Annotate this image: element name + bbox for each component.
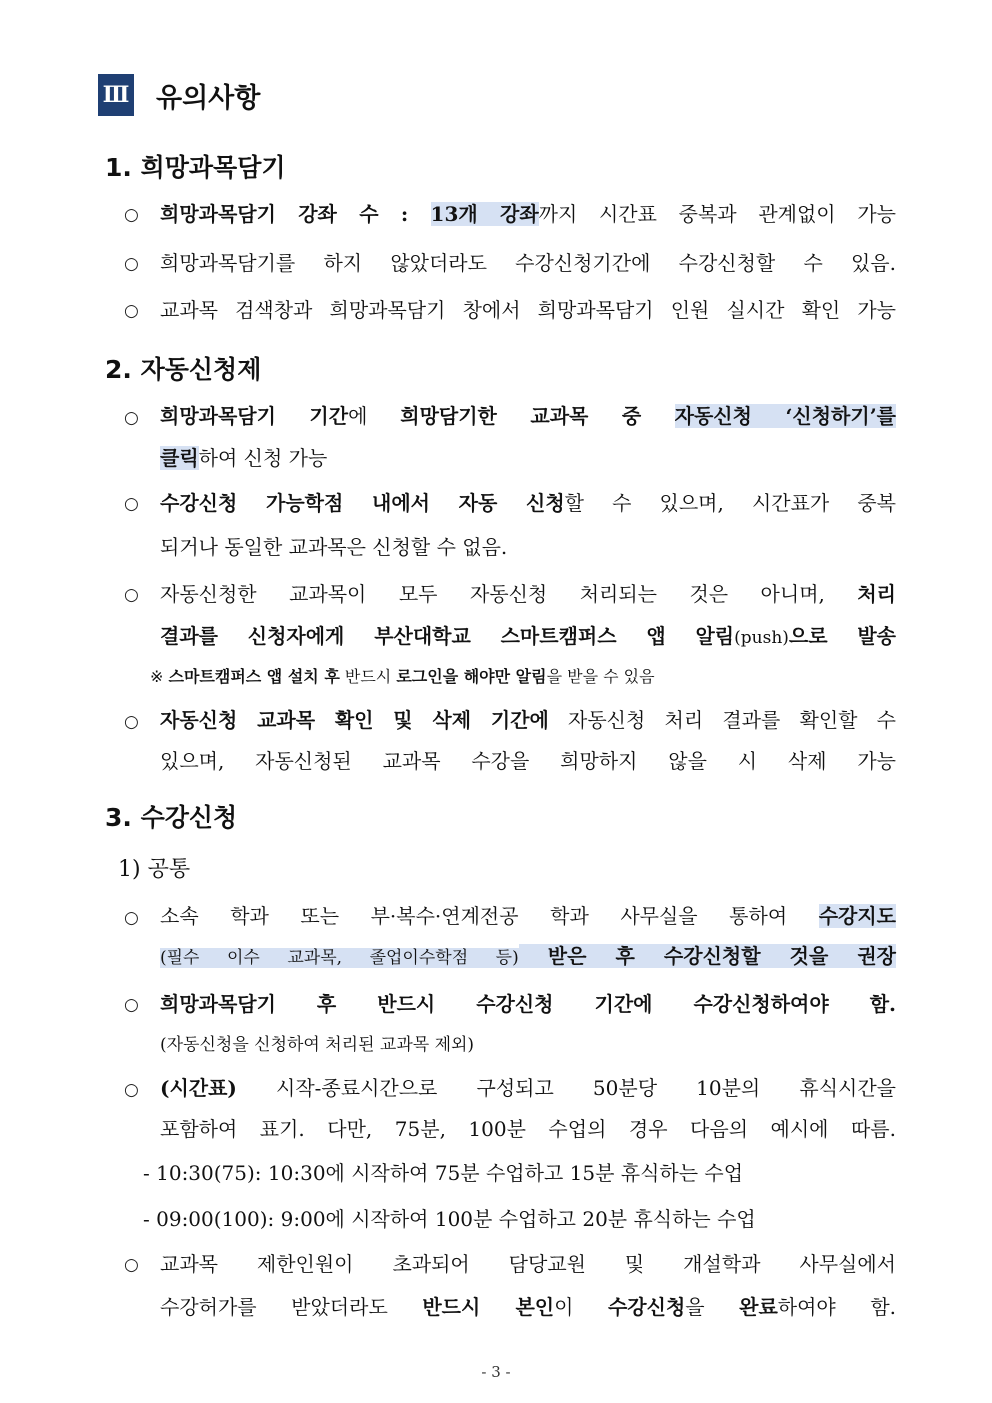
s3-item-3-line-2: 포함하여 표기. 다만, 75분, 100분 수업의 경우 다음의 예시에 따름. <box>160 1117 896 1141</box>
section-number-badge: Ⅲ <box>98 74 134 116</box>
bullet-icon: ○ <box>124 301 139 321</box>
bullet-icon: ○ <box>124 585 139 605</box>
bullet-icon: ○ <box>124 908 139 928</box>
bullet-icon: ○ <box>124 995 139 1015</box>
heading-2: 2. 자동신청제 <box>105 355 262 384</box>
subheading-common: 1) 공통 <box>118 857 191 882</box>
s3-example-2: - 09:00(100): 9:00에 시작하여 100분 수업하고 20분 휴식하는 수업 <box>143 1207 756 1231</box>
s3-item-3-line-1: (시간표) 시작-종료시간으로 구성되고 50분당 10분의 휴식시간을 <box>160 1076 896 1100</box>
bullet-icon: ○ <box>124 1080 139 1100</box>
s3-item-2-line-1: 희망과목담기 후 반드시 수강신청 기간에 수강신청하여야 함. <box>160 992 896 1016</box>
s2-note: ※ 스마트캠퍼스 앱 설치 후 반드시 로그인을 해야만 알림을 받을 수 있음 <box>150 667 655 686</box>
s3-item-1-line-2: (필수 이수 교과목, 졸업이수학점 등) 받은 후 수강신청할 것을 권장 <box>160 944 896 968</box>
section-title: 유의사항 <box>156 83 261 114</box>
s3-item-4-line-1: 교과목 제한인원이 초과되어 담당교원 및 개설학과 사무실에서 <box>160 1252 896 1276</box>
bullet-icon: ○ <box>124 712 139 732</box>
s3-item-4-line-2: 수강허가를 받았더라도 반드시 본인이 수강신청을 완료하여야 함. <box>160 1295 896 1319</box>
s3-item-2-line-2: (자동신청을 신청하여 처리된 교과목 제외) <box>160 1035 475 1055</box>
s1-item-1: 희망과목담기 강좌 수 : 13개 강좌까지 시간표 중복과 관계없이 가능 <box>160 202 896 226</box>
s2-item-2-line-2: 되거나 동일한 교과목은 신청할 수 없음. <box>160 535 508 559</box>
s2-item-3-line-2: 결과를 신청자에게 부산대학교 스마트캠퍼스 앱 알림(push)으로 발송 <box>160 624 897 648</box>
s1-item-2: 희망과목담기를 하지 않았더라도 수강신청기간에 수강신청할 수 있음. <box>160 251 896 275</box>
s2-item-3-line-1: 자동신청한 교과목이 모두 자동신청 처리되는 것은 아니며, 처리 <box>160 582 896 606</box>
bullet-icon: ○ <box>124 205 139 225</box>
s2-item-1-line-2: 클릭하여 신청 가능 <box>160 446 328 470</box>
s3-example-1: - 10:30(75): 10:30에 시작하여 75분 수업하고 15분 휴식하는 수업 <box>143 1161 744 1185</box>
heading-1: 1. 희망과목담기 <box>105 153 286 182</box>
bullet-icon: ○ <box>124 494 139 514</box>
s2-item-4-line-2: 있으며, 자동신청된 교과목 수강을 희망하지 않을 시 삭제 가능 <box>160 749 896 773</box>
s2-item-2-line-1: 수강신청 가능학점 내에서 자동 신청할 수 있으며, 시간표가 중복 <box>160 491 896 515</box>
page-number: - 3 - <box>481 1363 511 1381</box>
heading-3: 3. 수강신청 <box>105 803 238 832</box>
bullet-icon: ○ <box>124 1255 139 1275</box>
s2-item-4-line-1: 자동신청 교과목 확인 및 삭제 기간에 자동신청 처리 결과를 확인할 수 <box>160 708 896 732</box>
s1-item-3: 교과목 검색창과 희망과목담기 창에서 희망과목담기 인원 실시간 확인 가능 <box>160 298 896 322</box>
s3-item-1-line-1: 소속 학과 또는 부·복수·연계전공 학과 사무실을 통하여 수강지도 <box>160 904 896 928</box>
bullet-icon: ○ <box>124 408 139 428</box>
bullet-icon: ○ <box>124 254 139 274</box>
s2-item-1-line-1: 희망과목담기 기간에 희망담기한 교과목 중 자동신청 ‘신청하기’를 <box>160 404 896 428</box>
